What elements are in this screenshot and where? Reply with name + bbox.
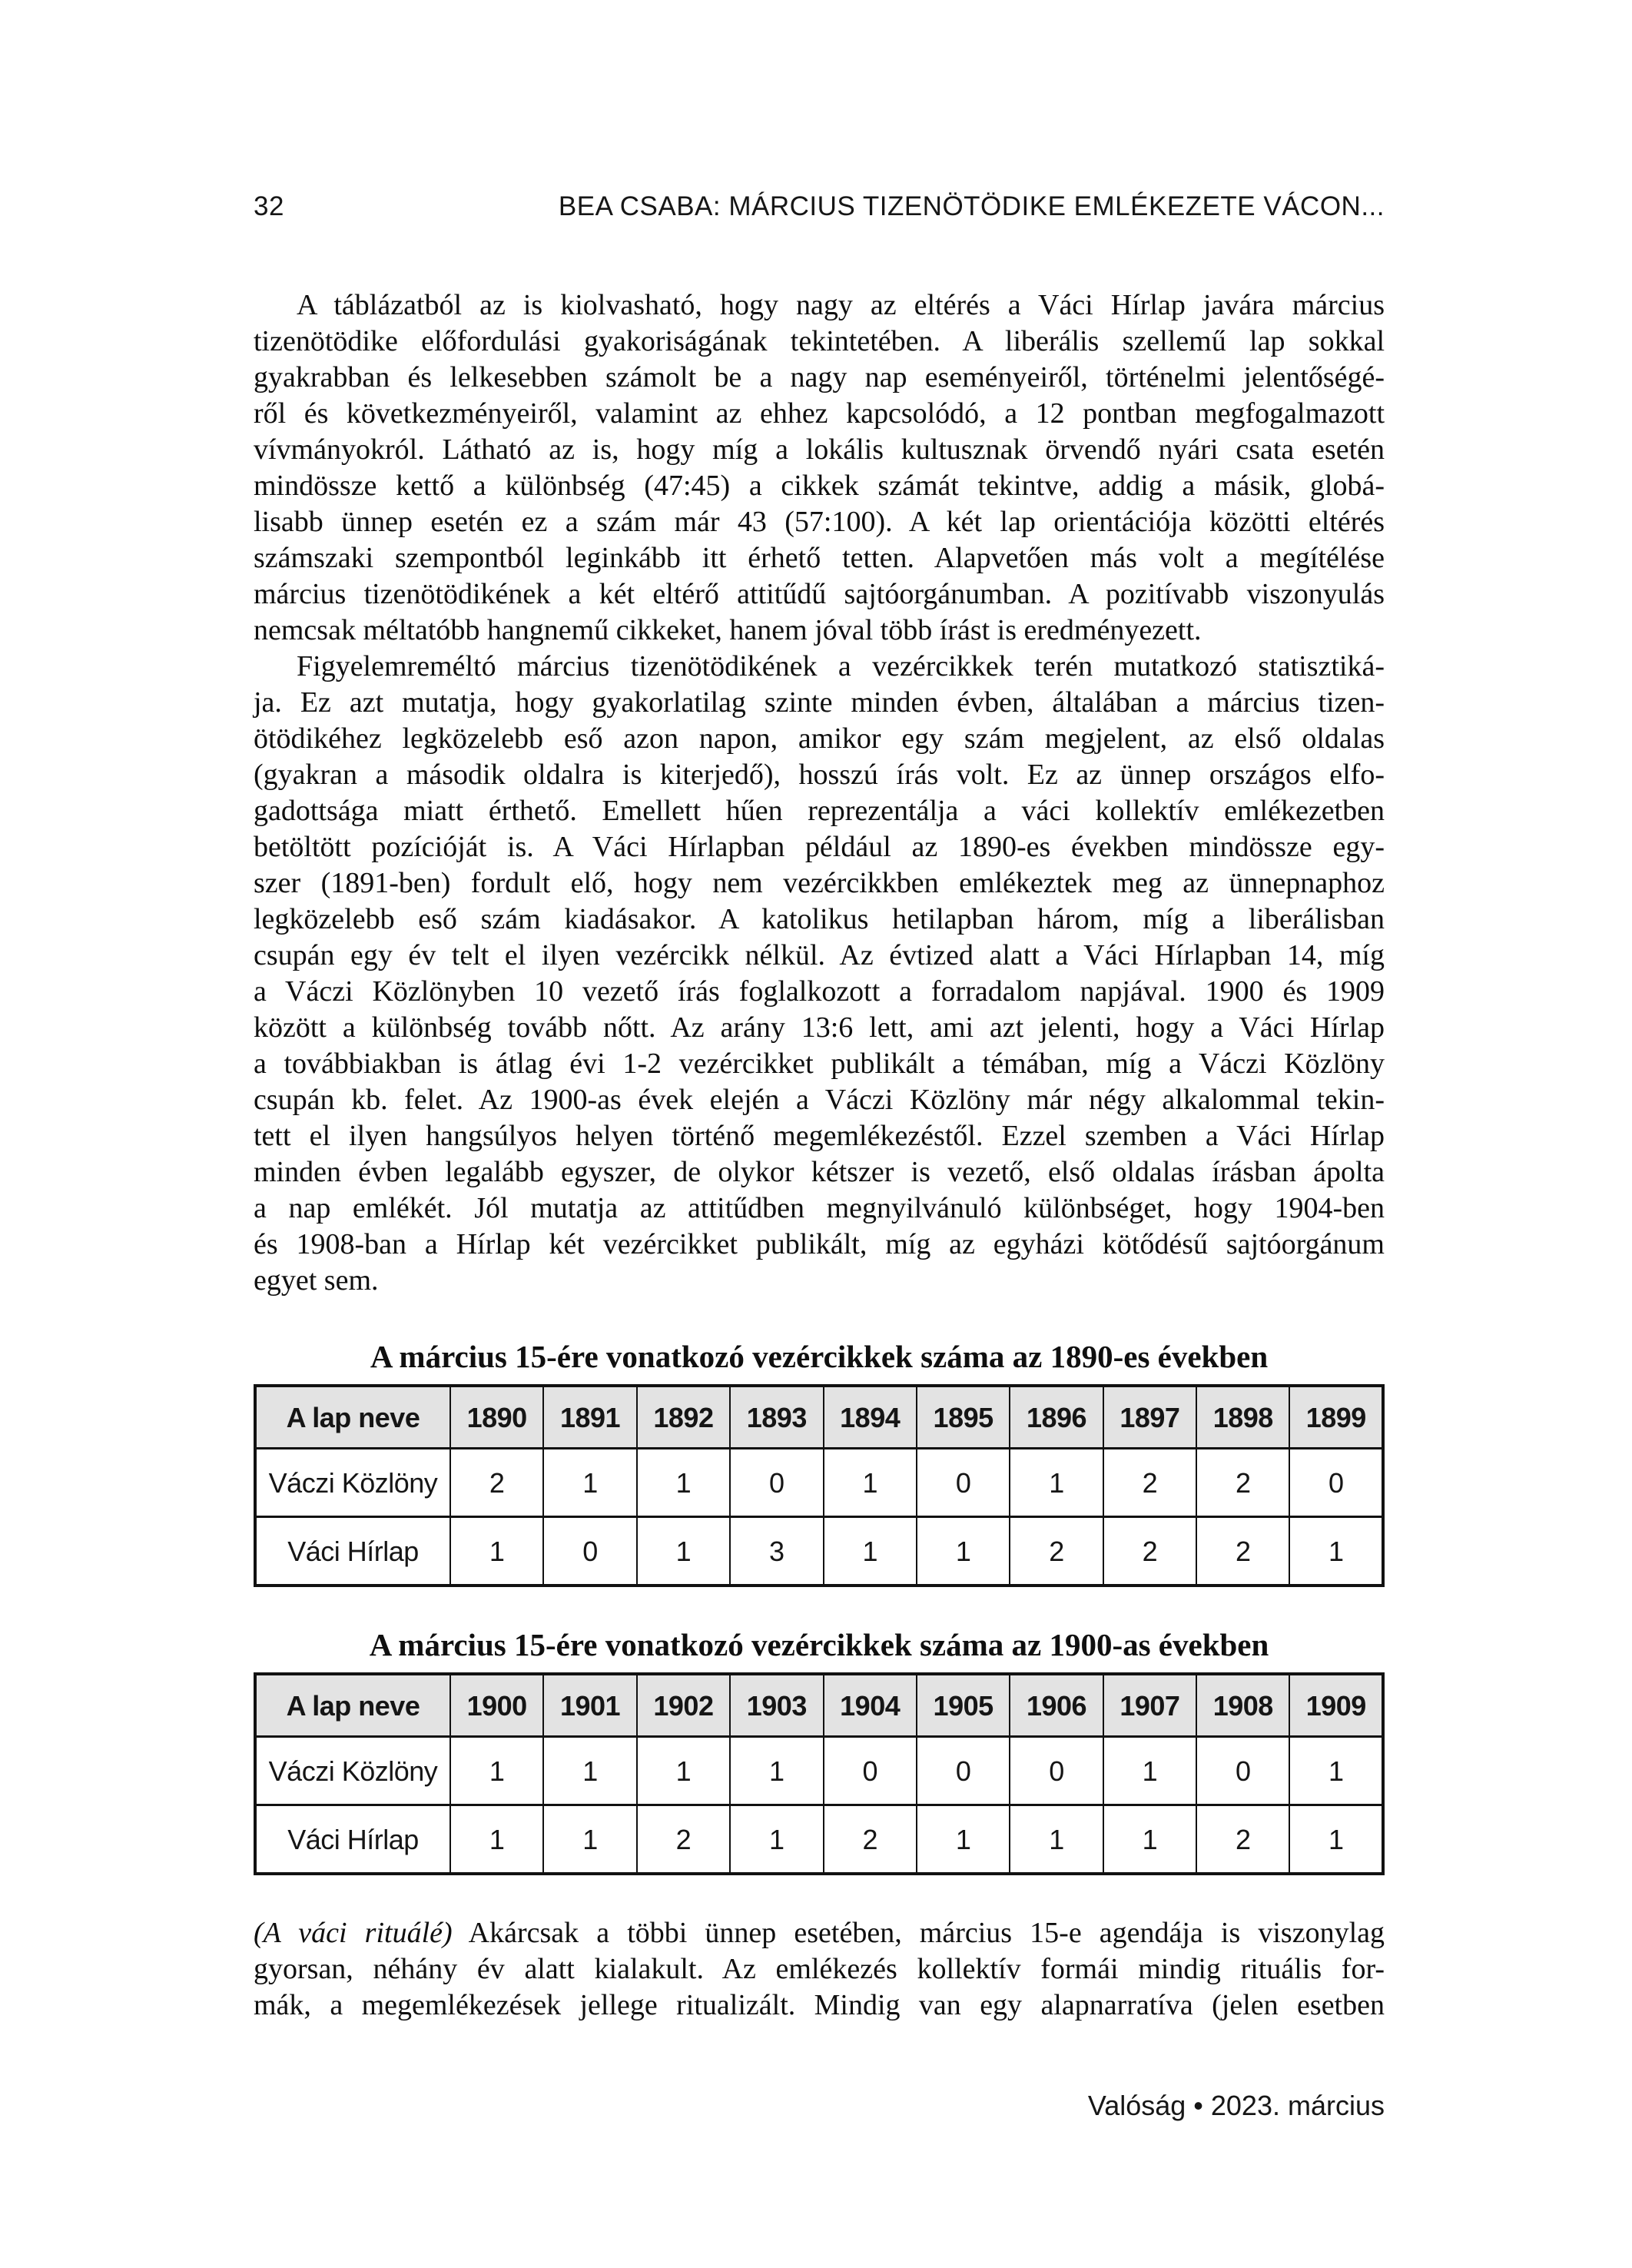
column-header-year: 1898 (1196, 1386, 1289, 1449)
paragraph-1 (254, 287, 1385, 649)
table-cell: 0 (1289, 1449, 1383, 1517)
table-cell: 1 (543, 1805, 636, 1875)
text-line: (gyakran a második oldalra is kiterjedő), hosszú írás volt. Ez az ünnep országos elfo- (254, 759, 1385, 791)
table-row (255, 1517, 1383, 1586)
page-body (254, 287, 1385, 2122)
table-cell: 2 (824, 1805, 917, 1875)
column-header-year: 1897 (1103, 1386, 1196, 1449)
paragraph-3 (254, 1915, 1385, 2024)
table-cell: 0 (1196, 1737, 1289, 1805)
column-header-year: 1900 (450, 1674, 543, 1737)
table-cell: 2 (1196, 1517, 1289, 1586)
column-header-year: 1890 (450, 1386, 543, 1449)
table-cell: 0 (543, 1517, 636, 1586)
table-cell: 1 (450, 1737, 543, 1805)
table-cell: 1 (917, 1805, 1010, 1875)
text-line-rest: Akárcsak a többi ünnep esetében, március 15-e agendája is viszonylag (452, 1917, 1385, 1949)
text-line: tizenötödike előfordulási gyakoriságának tekintetében. A liberális szellemű lap sokkal (254, 325, 1385, 357)
table-header-row (255, 1386, 1383, 1449)
table-cell: 1 (450, 1805, 543, 1875)
table-cell: 1 (637, 1449, 730, 1517)
table-cell: 2 (1103, 1517, 1196, 1586)
table-cell: 1 (824, 1517, 917, 1586)
table-cell: 1 (824, 1449, 917, 1517)
row-label: Váczi Közlöny (255, 1449, 450, 1517)
column-header-year: 1906 (1010, 1674, 1103, 1737)
journal-footer-text: Valóság • 2023. március (1087, 2090, 1385, 2121)
table-cell: 1 (1010, 1449, 1103, 1517)
column-header-year: 1896 (1010, 1386, 1103, 1449)
table-cell: 1 (1103, 1737, 1196, 1805)
table-cell: 1 (1103, 1805, 1196, 1875)
table-cell: 1 (543, 1449, 636, 1517)
column-header-year: 1903 (730, 1674, 823, 1737)
text-line: gadottsága miatt érthető. Emellett hűen reprezentálja a váci kollektív emlékezetben (254, 795, 1385, 827)
table-cell: 1 (543, 1737, 636, 1805)
column-header-lap-neve: A lap neve (255, 1674, 450, 1737)
running-title: BEA CSABA: MÁRCIUS TIZENÖTÖDIKE EMLÉKEZETE VÁCON... (558, 191, 1385, 221)
column-header-year: 1891 (543, 1386, 636, 1449)
text-line: legközelebb eső szám kiadásakor. A katolikus hetilapban három, míg a liberálisban (254, 903, 1385, 935)
text-line: csupán egy év telt el ilyen vezércikk nélkül. Az évtized alatt a Váci Hírlapban 14, míg (254, 939, 1385, 971)
column-header-year: 1905 (917, 1674, 1010, 1737)
table-cell: 2 (1196, 1805, 1289, 1875)
table-cell: 1 (1289, 1737, 1383, 1805)
text-line: mindössze kettő a különbség (47:45) a cikkek számát tekintve, addig a másik, globá- (254, 470, 1385, 502)
table-cell: 1 (1289, 1805, 1383, 1875)
column-header-year: 1904 (824, 1674, 917, 1737)
page-number: 32 (254, 191, 284, 221)
table-cell: 2 (450, 1449, 543, 1517)
column-header-year: 1908 (1196, 1674, 1289, 1737)
text-line: csupán kb. felet. Az 1900-as évek elején a Váczi Közlöny már négy alkalommal tekin- (254, 1084, 1385, 1116)
table-cell: 2 (1010, 1517, 1103, 1586)
text-line: A táblázatból az is kiolvasható, hogy nagy az eltérés a Váci Hírlap javára március (297, 289, 1385, 321)
column-header-year: 1909 (1289, 1674, 1383, 1737)
table-cell: 1 (917, 1517, 1010, 1586)
table-cell: 0 (917, 1449, 1010, 1517)
column-header-year: 1894 (824, 1386, 917, 1449)
table-cell: 1 (1289, 1517, 1383, 1586)
text-line: a továbbiakban is átlag évi 1-2 vezércikket publikált a témában, míg a Váczi Közlöny (254, 1048, 1385, 1080)
leader-articles-table-1890s (254, 1384, 1385, 1587)
text-line: egyet sem. (254, 1264, 379, 1297)
text-line: vívmányokról. Látható az is, hogy míg a lokális kultusznak örvendő nyári csata esetén (254, 433, 1385, 466)
table-caption-1900s: A március 15-ére vonatkozó vezércikkek száma az 1900-as években (369, 1627, 1269, 1662)
table-header-row (255, 1674, 1383, 1737)
table-cell: 2 (637, 1805, 730, 1875)
table-cell: 1 (450, 1517, 543, 1586)
text-line: nemcsak méltatóbb hangnemű cikkeket, hanem jóval több írást is eredményezett. (254, 614, 1202, 646)
page-footer (254, 2090, 1385, 2122)
text-line: Figyelemreméltó március tizenötödikének a vezércikkek terén mutatkozó statisztiká- (297, 650, 1385, 682)
table-cell: 1 (637, 1517, 730, 1586)
text-line: és 1908-ban a Hírlap két vezércikket publikált, míg az egyházi kötődésű sajtóorgánum (254, 1228, 1385, 1260)
text-line (254, 1915, 1385, 1951)
text-line: a Váczi Közlönyben 10 vezető írás foglalkozott a forradalom napjával. 1900 és 1909 (254, 975, 1385, 1008)
table-cell: 1 (1010, 1805, 1103, 1875)
table-row (255, 1805, 1383, 1875)
row-label: Váczi Közlöny (255, 1737, 450, 1805)
column-header-lap-neve: A lap neve (255, 1386, 450, 1449)
table-cell: 1 (730, 1805, 823, 1875)
table-cell: 2 (1196, 1449, 1289, 1517)
text-line: minden évben legalább egyszer, de olykor kétszer is vezető, első oldalas írásban ápolta (254, 1156, 1385, 1188)
paragraph-2 (254, 649, 1385, 1299)
text-line: betöltött pozícióját is. A Váci Hírlapban például az 1890-es években mindössze egy- (254, 831, 1385, 863)
table-cell: 0 (917, 1737, 1010, 1805)
column-header-year: 1893 (730, 1386, 823, 1449)
column-header-year: 1907 (1103, 1674, 1196, 1737)
table-cell: 0 (1010, 1737, 1103, 1805)
table-row (255, 1449, 1383, 1517)
text-line: gyorsan, néhány év alatt kialakult. Az emlékezés kollektív formái mindig rituális for- (254, 1953, 1385, 1985)
page-header (254, 191, 1385, 223)
table-cell: 1 (730, 1737, 823, 1805)
column-header-year: 1895 (917, 1386, 1010, 1449)
table-cell: 3 (730, 1517, 823, 1586)
text-line: számszaki szempontból leginkább itt érhető tetten. Alapvetően más volt a megítélése (254, 542, 1385, 574)
table-cell: 0 (824, 1737, 917, 1805)
text-line: között a különbség tovább nőtt. Az arány 13:6 lett, ami azt jelenti, hogy a Váci Hírlap (254, 1011, 1385, 1044)
text-line: ötödikéhez legközelebb eső azon napon, amikor egy szám megjelent, az első oldalas (254, 722, 1385, 755)
text-line: ről és következményeiről, valamint az ehhez kapcsolódó, a 12 pontban megfogalmazott (254, 397, 1385, 430)
table-row (255, 1737, 1383, 1805)
table-cell: 2 (1103, 1449, 1196, 1517)
leader-articles-table-1900s (254, 1672, 1385, 1875)
row-label: Váci Hírlap (255, 1805, 450, 1875)
text-line: tett el ilyen hangsúlyos helyen történő megemlékezéstől. Ezzel szemben a Váci Hírlap (254, 1120, 1385, 1152)
text-line: lisabb ünnep esetén ez a szám már 43 (57:100). A két lap orientációja közötti eltérés (254, 506, 1385, 538)
table-cell: 1 (637, 1737, 730, 1805)
column-header-year: 1899 (1289, 1386, 1383, 1449)
column-header-year: 1892 (637, 1386, 730, 1449)
table-cell: 0 (730, 1449, 823, 1517)
table-caption-1890s: A március 15-ére vonatkozó vezércikkek száma az 1890-es években (370, 1339, 1269, 1374)
row-label: Váci Hírlap (255, 1517, 450, 1586)
text-line: gyakrabban és lelkesebben számolt be a nagy nap eseményeiről, történelmi jelentőségé- (254, 361, 1385, 393)
column-header-year: 1901 (543, 1674, 636, 1737)
italic-lead-in: (A váci rituálé) (254, 1917, 453, 1949)
text-line: a nap emlékét. Jól mutatja az attitűdben megnyilvánuló különbséget, hogy 1904-ben (254, 1192, 1385, 1224)
text-line: szer (1891-ben) fordult elő, hogy nem vezércikkben emlékeztek meg az ünnepnaphoz (254, 867, 1385, 899)
column-header-year: 1902 (637, 1674, 730, 1737)
text-line: mák, a megemlékezések jellege ritualizált. Mindig van egy alapnarratíva (jelen esetben (254, 1989, 1385, 2021)
text-line: ja. Ez azt mutatja, hogy gyakorlatilag szinte minden évben, általában a március tizen- (254, 686, 1385, 719)
text-line: március tizenötödikének a két eltérő attitűdű sajtóorgánumban. A pozitívabb viszonyulás (254, 578, 1385, 610)
